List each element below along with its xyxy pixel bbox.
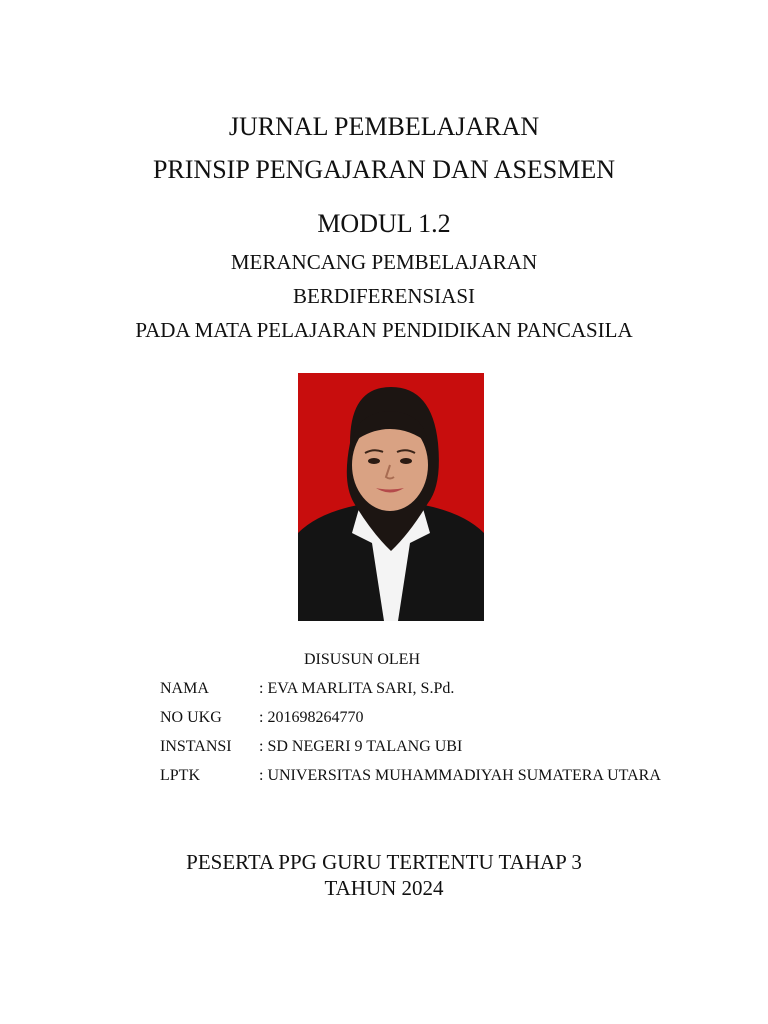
document-title: JURNAL PEMBELAJARAN: [228, 112, 540, 141]
info-value: : UNIVERSITAS MUHAMMADIYAH SUMATERA UTARA: [259, 767, 661, 784]
info-label: INSTANSI: [160, 738, 232, 755]
info-value: : SD NEGERI 9 TALANG UBI: [259, 738, 463, 755]
module-number: MODUL 1.2: [317, 209, 451, 238]
topic-line-2: BERDIFERENSIASI: [292, 284, 476, 308]
info-label: LPTK: [160, 767, 200, 784]
year-line: TAHUN 2024: [324, 876, 444, 900]
participant-line: PESERTA PPG GURU TERTENTU TAHAP 3: [186, 850, 582, 874]
info-value: : EVA MARLITA SARI, S.Pd.: [259, 680, 455, 697]
prepared-by-heading: DISUSUN OLEH: [304, 651, 420, 668]
portrait-illustration: [298, 373, 484, 621]
info-label: NAMA: [160, 680, 209, 697]
document-subtitle: PRINSIP PENGAJARAN DAN ASESMEN: [152, 155, 616, 184]
author-photo: [298, 373, 484, 621]
info-value: : 201698264770: [259, 709, 364, 726]
info-label: NO UKG: [160, 709, 222, 726]
topic-line-1: MERANCANG PEMBELAJARAN: [230, 250, 538, 274]
topic-line-3: PADA MATA PELAJARAN PENDIDIKAN PANCASILA: [135, 318, 633, 342]
